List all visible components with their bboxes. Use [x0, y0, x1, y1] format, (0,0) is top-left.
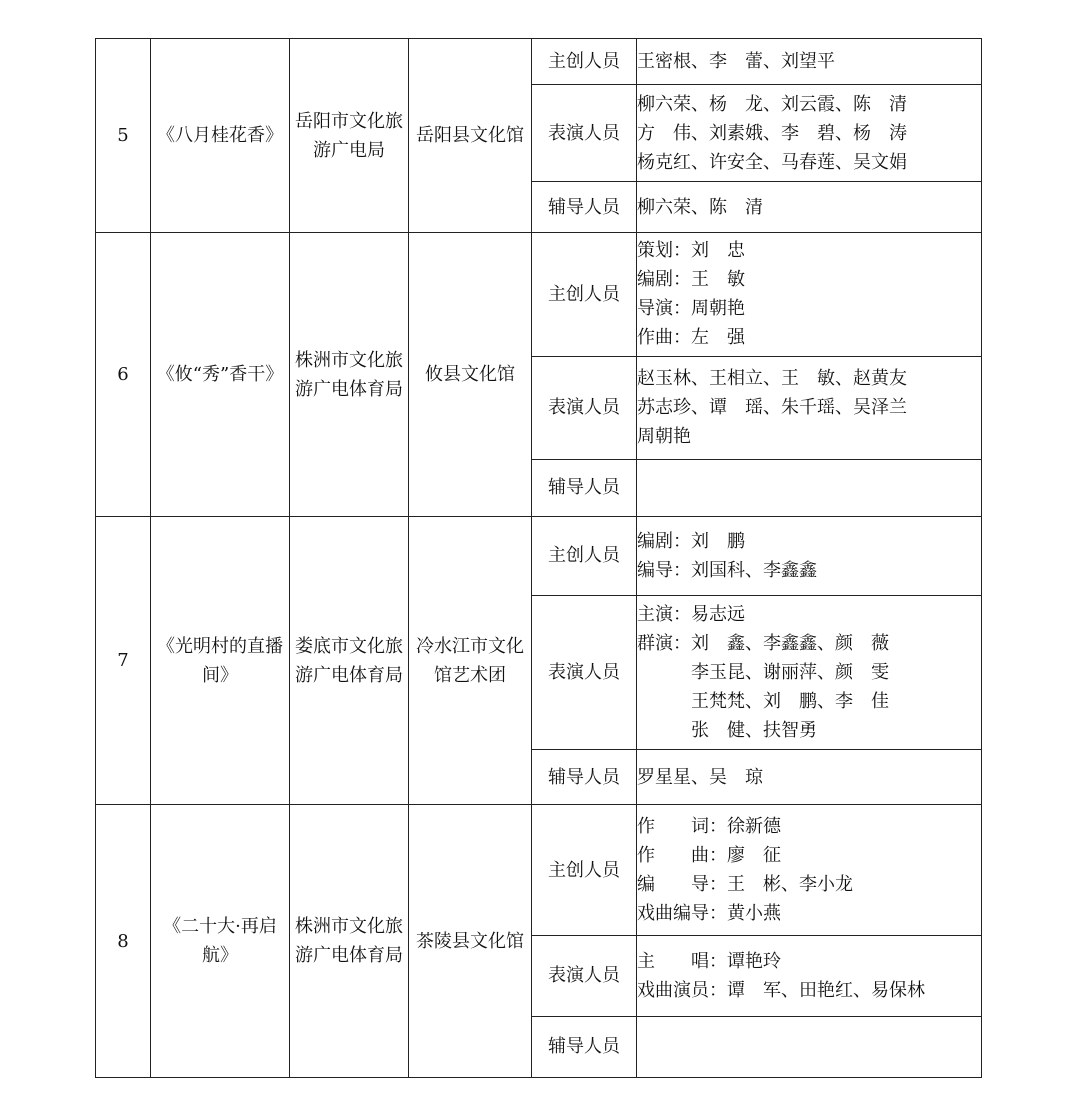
name-line: 作 词：徐新德	[637, 816, 781, 838]
organizer-cell: 娄底市文化旅游广电体育局	[290, 516, 409, 805]
entry-title: 《攸“秀”香干》	[151, 233, 290, 517]
name-line: 群演：刘 鑫、李鑫鑫、颜 薇	[637, 633, 889, 655]
organizer-cell: 株洲市文化旅游广电体育局	[290, 233, 409, 517]
role-label: 主创人员	[532, 805, 637, 935]
role-label: 辅导人员	[532, 750, 637, 805]
name-line: 周朝艳	[637, 426, 691, 448]
names-cell	[637, 182, 982, 233]
names-cell	[637, 39, 982, 85]
name-line: 主演：易志远	[637, 604, 745, 626]
name-line: 赵玉林、王相立、王 敏、赵黄友	[637, 368, 907, 390]
role-label: 辅导人员	[532, 182, 637, 233]
name-line: 作 曲：廖 征	[637, 845, 781, 867]
role-label: 表演人员	[532, 85, 637, 182]
name-line: 编 导：王 彬、李小龙	[637, 874, 853, 896]
name-line: 罗星星、吴 琼	[637, 766, 763, 788]
name-line: 作曲：左 强	[637, 327, 745, 349]
entry-title: 《光明村的直播间》	[151, 516, 290, 805]
names-cell	[637, 1016, 982, 1077]
organizer-cell: 岳阳市文化旅游广电局	[290, 39, 409, 233]
entry-title: 《二十大·再启航》	[151, 805, 290, 1078]
names-cell	[637, 750, 982, 805]
organizer-cell: 株洲市文化旅游广电体育局	[290, 805, 409, 1078]
name-line: 王密根、李 蕾、刘望平	[637, 51, 835, 73]
name-line: 导演：周朝艳	[637, 298, 745, 320]
table-row	[96, 233, 982, 356]
name-line: 张 健、扶智勇	[637, 720, 817, 742]
names-cell	[637, 935, 982, 1016]
entry-number: 6	[96, 233, 151, 517]
role-label: 主创人员	[532, 39, 637, 85]
name-line: 编导：刘国科、李鑫鑫	[637, 559, 817, 581]
name-line: 杨克红、许安全、马春莲、吴文娟	[637, 151, 907, 173]
entry-title: 《八月桂花香》	[151, 39, 290, 233]
role-label: 主创人员	[532, 233, 637, 356]
role-label: 表演人员	[532, 935, 637, 1016]
names-cell	[637, 233, 982, 356]
name-line: 柳六荣、陈 清	[637, 196, 763, 218]
names-cell	[637, 85, 982, 182]
names-cell	[637, 805, 982, 935]
name-line: 编剧：刘 鹏	[637, 530, 745, 552]
name-line: 苏志珍、谭 瑶、朱千瑶、吴泽兰	[637, 397, 907, 419]
name-line: 戏曲演员：谭 军、田艳红、易保林	[637, 979, 925, 1001]
names-cell	[637, 459, 982, 516]
name-line: 戏曲编导：黄小燕	[637, 903, 781, 925]
name-line: 编剧：王 敏	[637, 269, 745, 291]
name-line: 柳六荣、杨 龙、刘云霞、陈 清	[637, 93, 907, 115]
table-row	[96, 516, 982, 595]
names-cell	[637, 356, 982, 459]
name-line: 方 伟、刘素娥、李 碧、杨 涛	[637, 122, 907, 144]
table-row	[96, 39, 982, 85]
performing-unit-cell: 冷水江市文化馆艺术团	[409, 516, 532, 805]
program-table	[95, 38, 982, 1078]
role-label: 辅导人员	[532, 1016, 637, 1077]
names-cell	[637, 516, 982, 595]
names-cell	[637, 596, 982, 750]
role-label: 表演人员	[532, 596, 637, 750]
role-label: 表演人员	[532, 356, 637, 459]
name-line: 主 唱：谭艳玲	[637, 950, 781, 972]
name-line: 李玉昆、谢丽萍、颜 雯	[637, 662, 889, 684]
entry-number: 5	[96, 39, 151, 233]
role-label: 主创人员	[532, 516, 637, 595]
name-line: 策划：刘 忠	[637, 240, 745, 262]
entry-number: 7	[96, 516, 151, 805]
table-row	[96, 805, 982, 935]
performing-unit-cell: 岳阳县文化馆	[409, 39, 532, 233]
performing-unit-cell: 茶陵县文化馆	[409, 805, 532, 1078]
role-label: 辅导人员	[532, 459, 637, 516]
entry-number: 8	[96, 805, 151, 1078]
performing-unit-cell: 攸县文化馆	[409, 233, 532, 517]
table-body	[96, 39, 982, 1078]
name-line: 王梵梵、刘 鹏、李 佳	[637, 691, 889, 713]
